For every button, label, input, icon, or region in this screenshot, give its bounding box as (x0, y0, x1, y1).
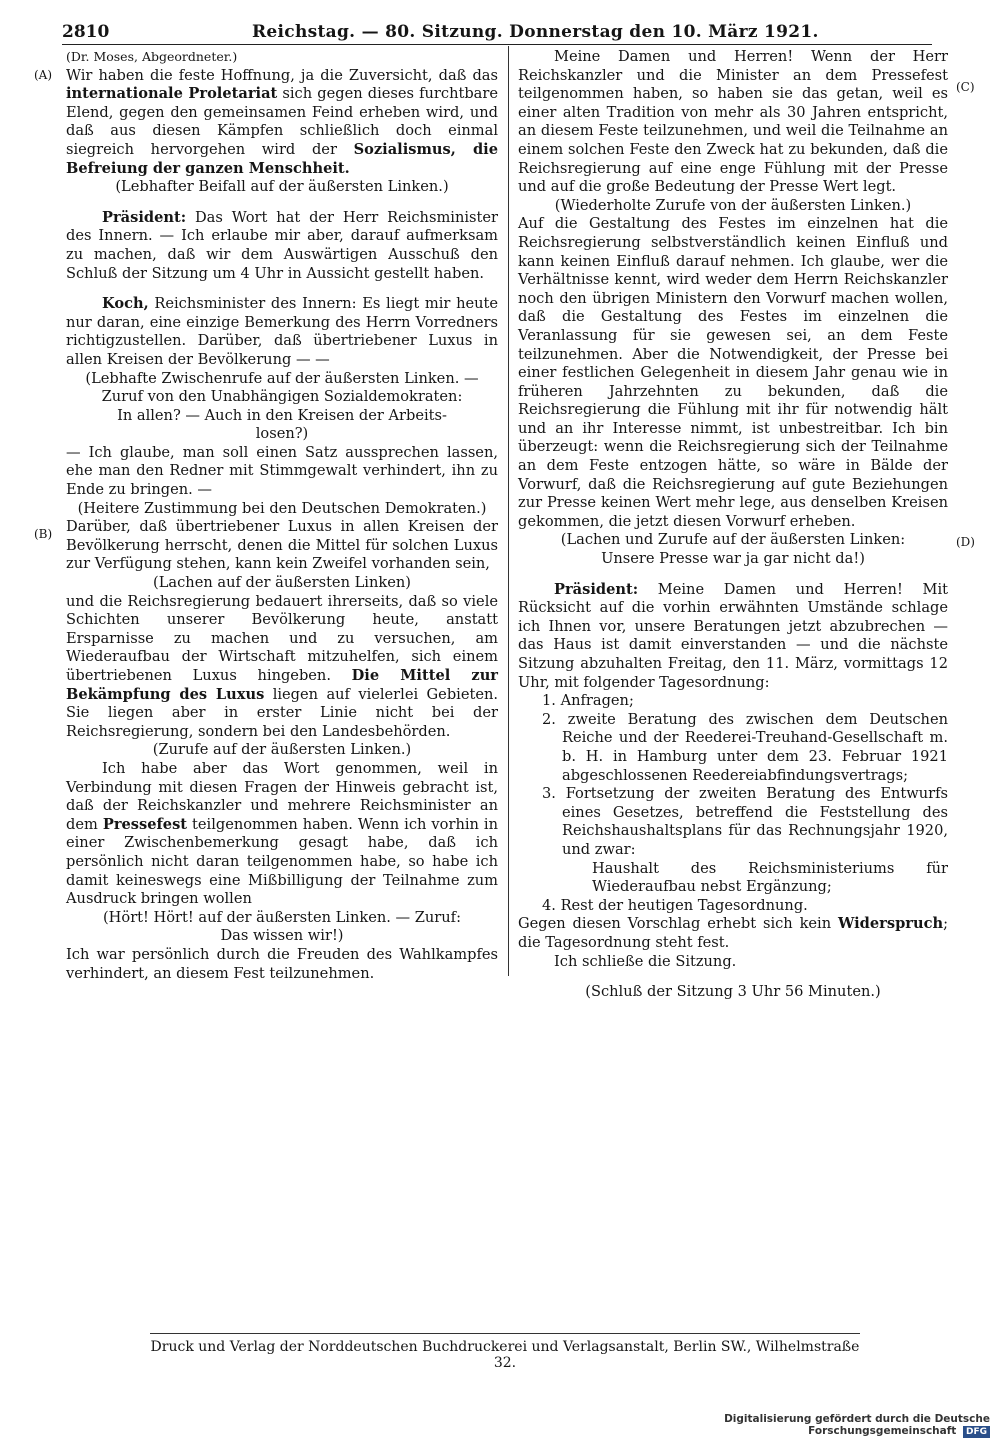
digitization-text: Digitalisierung gefördert durch die Deutsche Forschungsgemeinschaft (724, 1413, 990, 1437)
header-rule (62, 44, 932, 45)
reaction: (Lebhafter Beifall auf der äußersten Linken.) (115, 178, 449, 196)
footer-rule (150, 1333, 860, 1334)
closing-statement: Ich schließe die Sitzung. (554, 952, 737, 970)
koch-paragraph (66, 593, 498, 742)
koch-paragraph (66, 760, 498, 909)
speaker-name: Präsident: (102, 208, 187, 226)
text-run: ; die Tagesordnung steht fest. (518, 915, 948, 951)
moses-paragraph (66, 67, 498, 179)
emphasis: Sozialismus, die Befreiung der ganzen Menschheit. (66, 140, 498, 177)
text-run: teilgenommen haben. Wenn ich vorhin in einer Zwischenbemerkung gesagt habe, daß ich persönlich nicht daran teilgenommen habe, so habe ich damit keineswegs eine Mißbilligung der Teilnahme zum Ausdruck bringen wollen (66, 815, 498, 908)
text-run: Meine Damen und Herren! Mit Rücksicht auf die vorhin erwähnten Umstände schlage ich Ihnen vor, unsere Beratungen jetzt abzubrechen — das Haus ist damit einverstanden — und die nächste Sitzung abzuhalten Freitag, den 11. März, vormittags 12 Uhr, mit folgender Tagesordnung: (518, 580, 948, 691)
president-paragraph (518, 581, 948, 693)
speaker-name: Koch, (102, 295, 149, 313)
digitization-credit (610, 1413, 990, 1438)
column-divider (508, 46, 509, 976)
text-run: Reichsminister des Innern: Es liegt mir heute nur daran, eine einzige Bemerkung des Herrn Vorredners richtigzustellen. Darüber, daß übertriebener Luxus in allen Kreisen der Bevölkerung — — (66, 295, 498, 368)
reaction: Zuruf von den Unabhängigen Sozialdemokraten: (101, 388, 463, 406)
reaction: (Heitere Zustimmung bei den Deutschen Demokraten.) (77, 499, 487, 517)
decision-paragraph (518, 915, 948, 952)
agenda-item: 1. Anfragen; (542, 692, 634, 710)
margin-marker-c: (C) (956, 80, 975, 94)
margin-marker-d: (D) (956, 535, 975, 549)
agenda-subitem: Haushalt des Reichsministeriums für Wiederaufbau nebst Ergänzung; (592, 859, 948, 896)
agenda-item: 4. Rest der heutigen Tagesordnung. (542, 896, 808, 914)
text-run: Wir haben die feste Hoffnung, ja die Zuversicht, daß das (66, 66, 498, 84)
koch-paragraph: Ich war persönlich durch die Freuden des Wahlkampfes verhindert, an diesem Fest teilzunehmen. (66, 945, 498, 982)
koch-paragraph: Meine Damen und Herren! Wenn der Herr Reichskanzler und die Minister an dem Pressefest teilgenommen haben, so haben sie das getan, weil es einer alten Tradition von mehr als 30 Jahren entspricht, an diesem Feste teilzunehmen, und weil die Teilnahme an einem solchen Feste den Zweck hat zu bekunden, daß die Reichsregierung auf eine enge Fühlung mit der Presse und auf die große Bedeutung der Presse Wert legt. (518, 48, 948, 196)
reaction: (Hört! Hört! auf der äußersten Linken. — Zuruf: (102, 908, 461, 926)
reaction: Das wissen wir!) (220, 927, 344, 945)
margin-marker-b: (B) (34, 527, 53, 541)
agenda-item: 3. Fortsetzung der zweiten Beratung des Entwurfs eines Gesetzes, betreffend die Feststellung des Reichshaushaltsplans für das Rechnungsjahr 1920, und zwar: (542, 785, 948, 858)
text-run: und die Reichsregierung bedauert ihrerseits, daß so viele Schichten unserer Bevölkerung heute, anstatt Ersparnisse zu machen und zu versuchen, am Wiederaufbau der Wirtschaft mitzuhelfen, sich einem übertriebenen Luxus hingeben. (66, 592, 498, 684)
koch-paragraph: Darüber, daß übertriebener Luxus in allen Kreisen der Bevölkerung herrscht, denen die Mittel für solchen Luxus zur Verfügung stehen, kann kein Zweifel vorhanden sein, (66, 518, 498, 573)
right-column (518, 48, 948, 1002)
session-end: (Schluß der Sitzung 3 Uhr 56 Minuten.) (585, 983, 881, 1001)
text-run: liegen auf vielerlei Gebieten. Sie liegen aber in erster Linie nicht bei der Reichsregierung, sondern bei den Landesbehörden. (66, 685, 498, 740)
speaker-continuation: (Dr. Moses, Abgeordneter.) (66, 49, 238, 64)
left-column (66, 48, 498, 983)
reaction: (Lebhafte Zwischenrufe auf der äußersten Linken. — (85, 369, 479, 387)
reaction: (Wiederholte Zurufe von der äußersten Linken.) (554, 196, 912, 214)
dfg-logo: DFG (963, 1426, 990, 1438)
reaction: (Lachen und Zurufe auf der äußersten Linken: (560, 531, 906, 549)
margin-marker-a: (A) (34, 68, 53, 82)
imprint: Druck und Verlag der Norddeutschen Buchdruckerei und Verlagsanstalt, Berlin SW., Wilhelmstraße 32. (150, 1339, 860, 1371)
koch-paragraph (66, 295, 498, 369)
text-run: Ich habe aber das Wort genommen, weil in Verbindung mit diesen Fragen der Hinweis gebracht ist, daß der Reichskanzler und mehrere Reichsminister an dem (66, 759, 498, 833)
emphasis: Die Mittel zur Bekämpfung des Luxus (66, 667, 498, 703)
emphasis: Widerspruch (838, 915, 944, 933)
reaction: (Lachen auf der äußersten Linken) (153, 574, 411, 592)
agenda-item: 2. zweite Beratung des zwischen dem Deutschen Reiche und der Reederei-Treuhand-Gesellschaft m. b. H. in Hamburg unter dem 23. Februar 1921 abgeschlossenen Reedereiabfindungsvertrags; (542, 710, 948, 784)
running-head: Reichstag. — 80. Sitzung. Donnerstag den 10. März 1921. (252, 22, 819, 42)
reaction: Unsere Presse war ja gar nicht da!) (601, 550, 865, 568)
speaker-name: Präsident: (554, 580, 639, 598)
reaction: losen?) (255, 425, 309, 443)
koch-paragraph: Auf die Gestaltung des Festes im einzelnen hat die Reichsregierung selbstverständlich keinen Einfluß und kann keinen Einfluß darauf nehmen. Ich glaube, wer die Verhältnisse kennt, wird weder dem Herrn Reichskanzler noch den übrigen Ministern den Vorwurf machen wollen, daß die Gestaltung des Festes im einzelnen die Veranlassung für sie gewesen sei, an dem Feste teilzunehmen. Aber die Notwendigkeit, der Presse bei einer festlichen Gelegenheit in diesem Jahr genau wie in früheren Jahrzehnten zu bekunden, daß die Reichsregierung die Fühlung mit ihr für notwendig hält und an ihr Interesse nimmt, ist unbestreitbar. Ich bin überzeugt: wenn die Reichsregierung sich der Teilnahme an dem Feste entzogen hätte, so wäre in Bälde der Vorwurf, daß die Reichsregierung auf gute Beziehungen zur Presse keinen Wert mehr lege, aus denselben Kreisen gekommen, die jetzt diesen Vorwurf erheben. (518, 215, 948, 530)
reaction: (Zurufe auf der äußersten Linken.) (152, 741, 412, 759)
reaction: In allen? — Auch in den Kreisen der Arbeits- (117, 406, 447, 424)
emphasis: internationale Proletariat (66, 85, 278, 103)
text-run: sich gegen dieses furchtbare Elend, gegen den gemeinsamen Feind erheben wird, und daß aus diesen Kämpfen schließlich doch einmal siegreich hervorgehen wird der (66, 85, 498, 158)
text-run: Das Wort hat der Herr Reichsminister des Innern. — Ich erlaube mir aber, darauf aufmerksam zu machen, daß wir dem Auswärtigen Ausschuß den Schluß der Sitzung um 4 Uhr in Aussicht gestellt haben. (66, 208, 498, 282)
text-run: Gegen diesen Vorschlag erhebt sich kein (518, 915, 838, 933)
koch-paragraph: — Ich glaube, man soll einen Satz aussprechen lassen, ehe man den Redner mit Stimmgewalt verhindert, ihn zu Ende zu bringen. — (66, 443, 498, 499)
page-header (62, 20, 918, 46)
page-number: 2810 (62, 22, 110, 42)
emphasis: Pressefest (102, 815, 188, 833)
president-paragraph (66, 209, 498, 283)
